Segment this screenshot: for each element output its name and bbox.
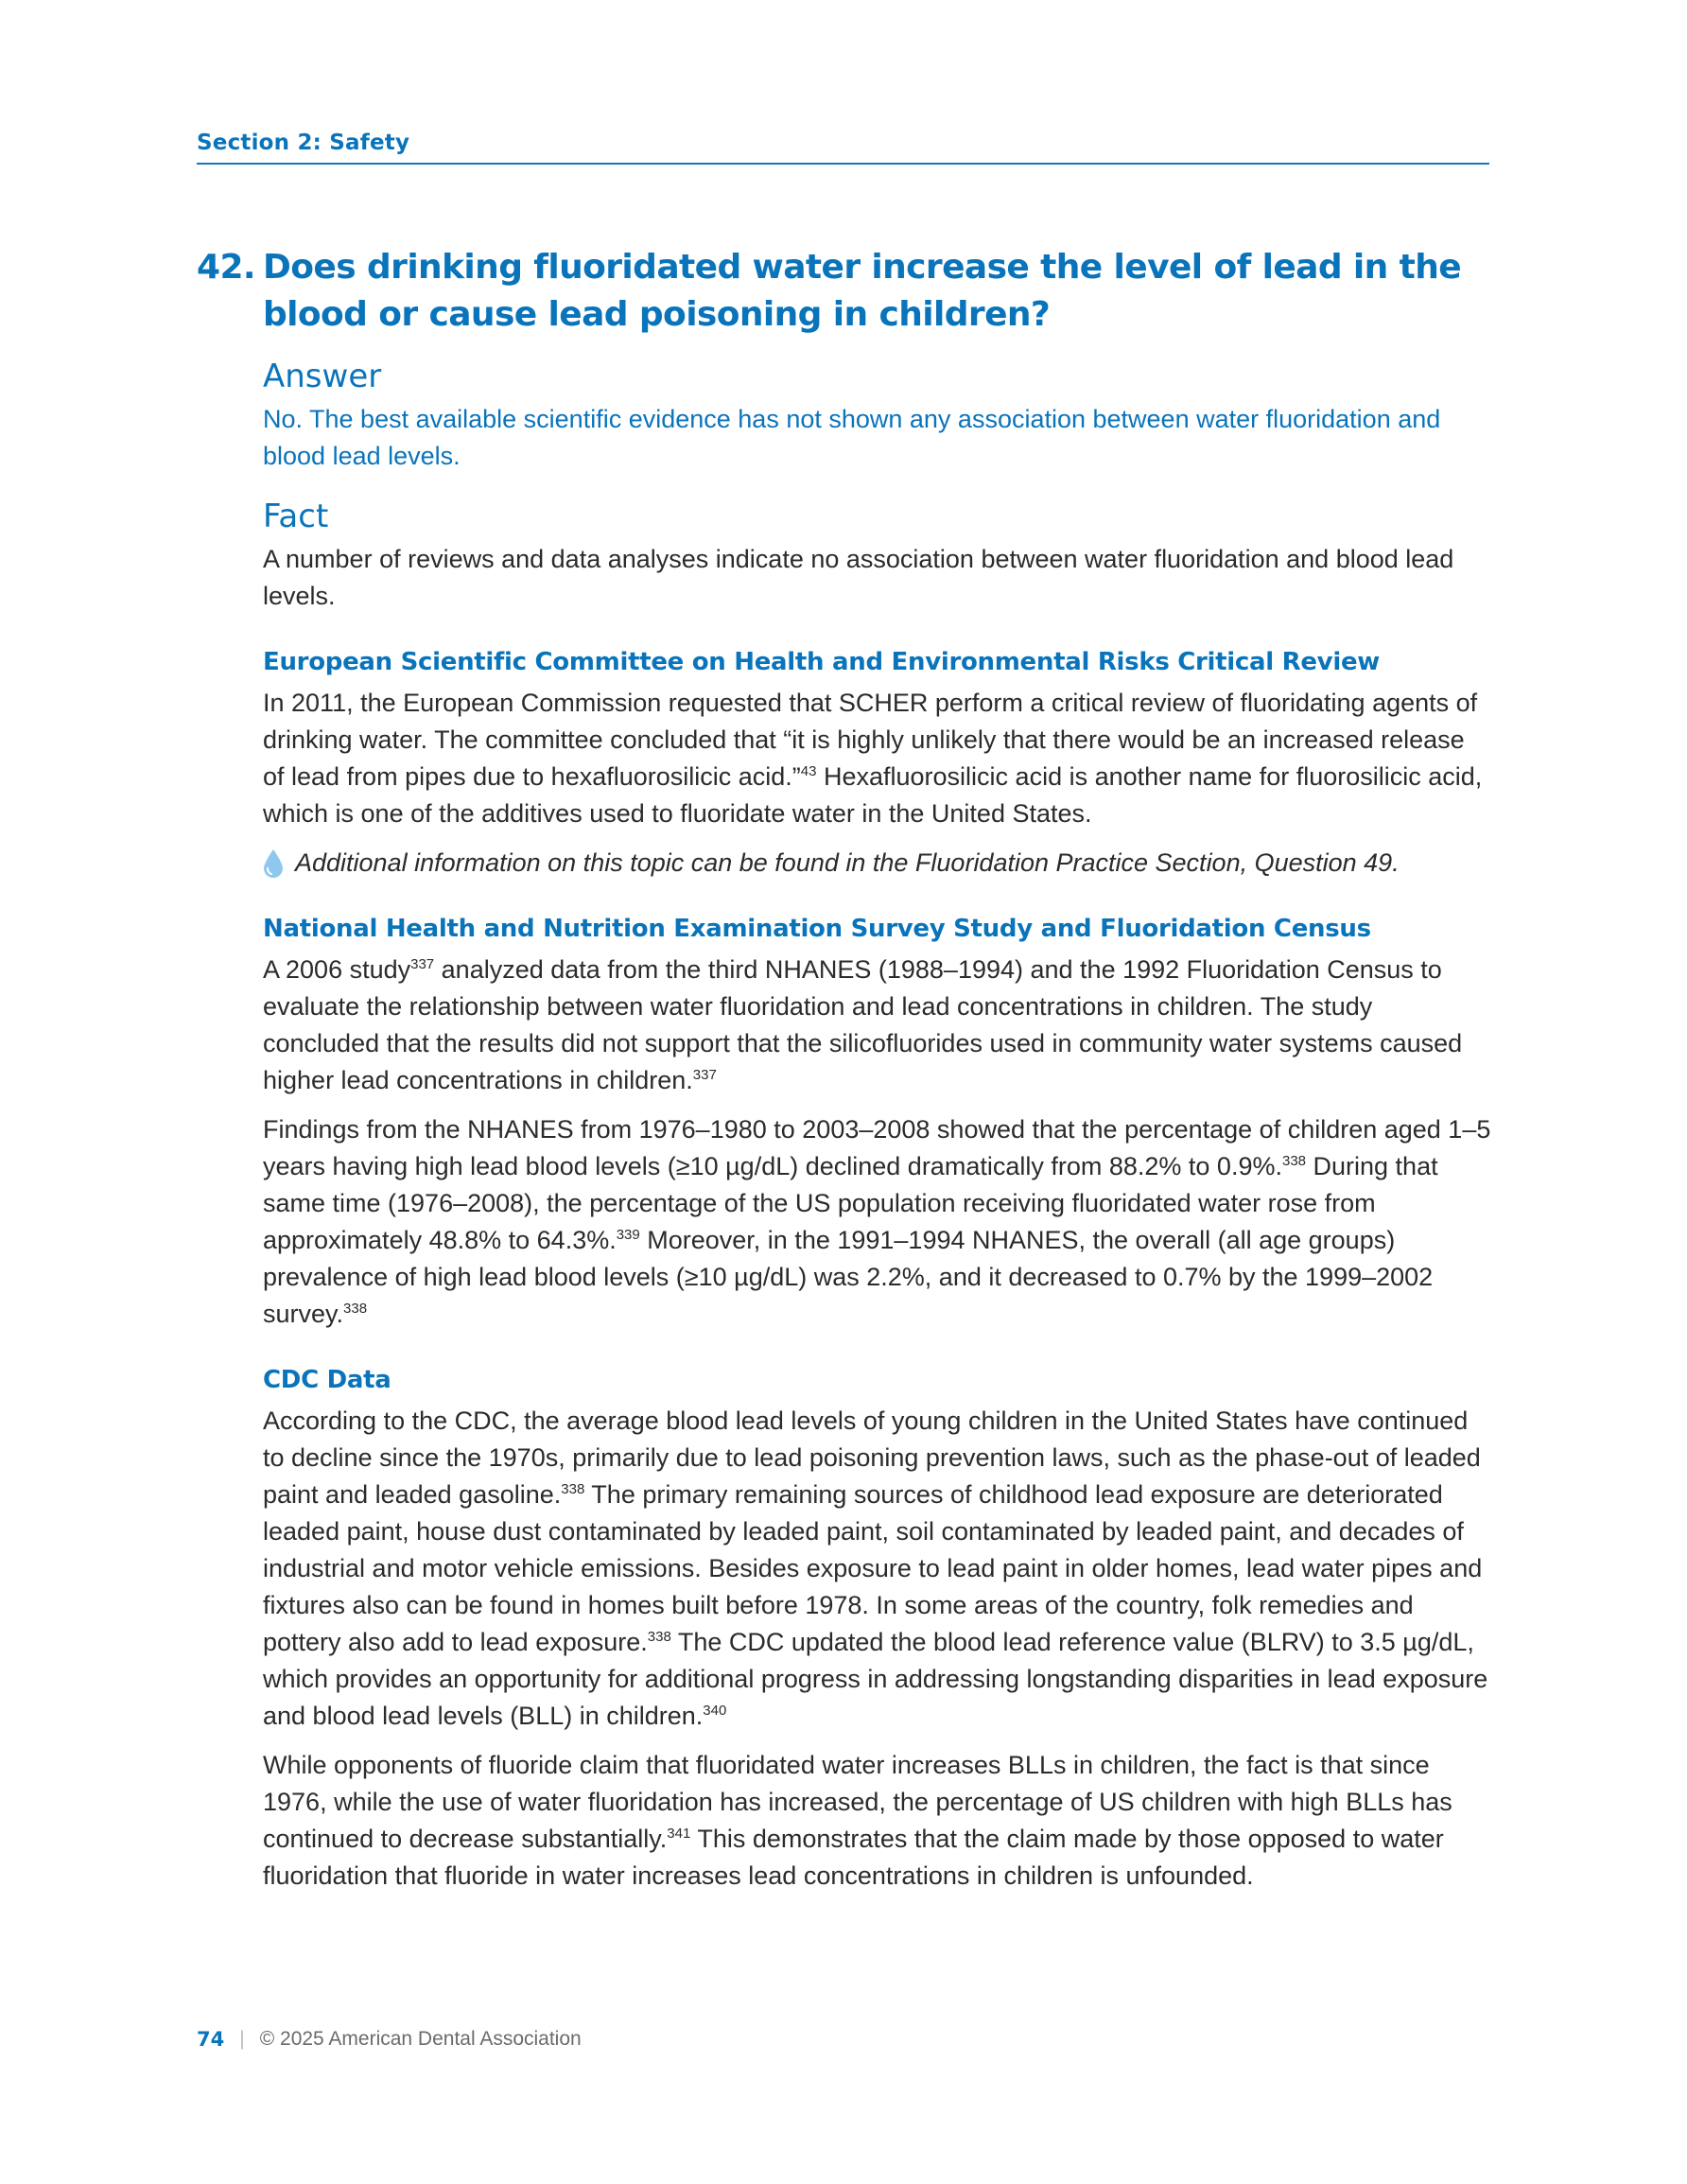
text-run: The primary remaining sources of childhood lead exposure are deteriorated leaded paint, house dust contaminated by leaded paint, soil contaminated by leaded paint, and decades of industrial and motor vehicle emissions. Besides exposure to lead paint in older homes, lead water pipes and fixtures also can be found in homes built before 1978. In some areas of the country, folk remedies and pottery also add to lead exposure. [263, 1480, 1483, 1656]
footer-separator: | [239, 2028, 245, 2050]
copyright: © 2025 American Dental Association [259, 2028, 582, 2050]
main-content [197, 244, 1492, 1907]
section-paragraph [263, 1747, 1492, 1895]
text-run: While opponents of fluoride claim that fluoridated water increases BLLs in children, the fact is that since 1976, while the use of water fluoridation has increased, the percentage of US children with high BLLs has continued to decrease substantially. [263, 1751, 1452, 1853]
text-run: This demonstrates that the claim made by those opposed to water fluoridation that fluoride in water increases lead concentrations in children is unfounded. [263, 1825, 1444, 1890]
reference-link[interactable]: 340 [703, 1703, 727, 1719]
section-paragraph [263, 952, 1492, 1099]
reference-link[interactable]: 341 [667, 1826, 691, 1842]
text-run: A 2006 study [263, 955, 411, 984]
reference-link[interactable]: 339 [616, 1227, 640, 1243]
note-text: Additional information on this topic can be found in the Fluoridation Practice Section, Question 49. [295, 848, 1400, 877]
question-heading [197, 244, 1492, 339]
reference-link[interactable]: 43 [800, 763, 817, 779]
section-paragraph [263, 1111, 1492, 1333]
section-label: Section 2: Safety [197, 131, 410, 155]
text-run: Moreover, in the 1991–1994 NHANES, the overall (all age groups) prevalence of high lead blood levels (≥10 µg/dL) was 2.2%, and it decreased to 0.7% by the 1999–2002 survey. [263, 1226, 1434, 1328]
text-run: Hexafluorosilicic acid is another name for fluorosilicic acid, which is one of the additives used to fluoridate water in the United States. [263, 762, 1483, 828]
reference-link[interactable]: 338 [561, 1481, 585, 1497]
section-paragraph [263, 685, 1492, 832]
answer-block [263, 358, 1492, 1895]
section-heading-cdc: CDC Data [263, 1366, 391, 1394]
section-heading-scher: European Scientific Committee on Health and Environmental Risks Critical Review [263, 648, 1380, 676]
page-number: 74 [197, 2028, 225, 2051]
text-run: analyzed data from the third NHANES (1988–1994) and the 1992 Fluoridation Census to evaluate the relationship between water fluoridation and lead concentrations in children. The study concluded that the results did not support that the silicofluorides used in community water systems caused higher lead concentrations in children. [263, 955, 1463, 1094]
cross-reference-note [263, 845, 1492, 882]
fact-text: A number of reviews and data analyses indicate no association between water fluoridation and blood lead levels. [263, 545, 1454, 610]
section-heading-nhanes: National Health and Nutrition Examination Survey Study and Fluoridation Census [263, 915, 1371, 943]
text-run: Findings from the NHANES from 1976–1980 to 2003–2008 showed that the percentage of children aged 1–5 years having high lead blood levels (≥10 µg/dL) declined dramatically from 88.2% to 0.9%. [263, 1115, 1491, 1180]
reference-link[interactable]: 338 [343, 1301, 368, 1317]
text-run: According to the CDC, the average blood lead levels of young children in the United States have continued to decline since the 1970s, primarily due to lead poisoning prevention laws, such as the phase-out of leaded paint and leaded gasoline. [263, 1406, 1481, 1509]
question-number: 42. [197, 248, 255, 287]
text-run: The CDC updated the blood lead reference value (BLRV) to 3.5 µg/dL, which provides an opportunity for additional progress in addressing longstanding disparities in lead exposure and blood lead levels (BLL) in children. [263, 1628, 1488, 1730]
reference-link[interactable]: 338 [647, 1629, 671, 1645]
question-text: Does drinking fluoridated water increase the level of lead in the blood or cause lead poisoning in children? [263, 248, 1462, 334]
fact-heading: Fact [263, 498, 329, 535]
answer-text: No. The best available scientific evidence has not shown any association between water fluoridation and blood lead levels. [263, 405, 1441, 470]
page-footer [197, 2028, 582, 2051]
answer-heading: Answer [263, 358, 382, 395]
reference-link[interactable]: 337 [692, 1067, 717, 1083]
text-run: In 2011, the European Commission requested that SCHER perform a critical review of fluoridating agents of drinking water. The committee concluded that “it is highly unlikely that there would be an increased release of lead from pipes due to hexafluorosilicic acid.” [263, 689, 1478, 791]
page-header [197, 131, 1489, 165]
section-paragraph [263, 1403, 1492, 1735]
water-drop-icon [263, 848, 284, 879]
header-rule [197, 163, 1489, 165]
text-run: During that same time (1976–2008), the percentage of the US population receiving fluoridated water rose from approximately 48.8% to 64.3%. [263, 1152, 1438, 1254]
reference-link[interactable]: 338 [1281, 1153, 1307, 1169]
reference-link[interactable]: 337 [410, 956, 435, 972]
